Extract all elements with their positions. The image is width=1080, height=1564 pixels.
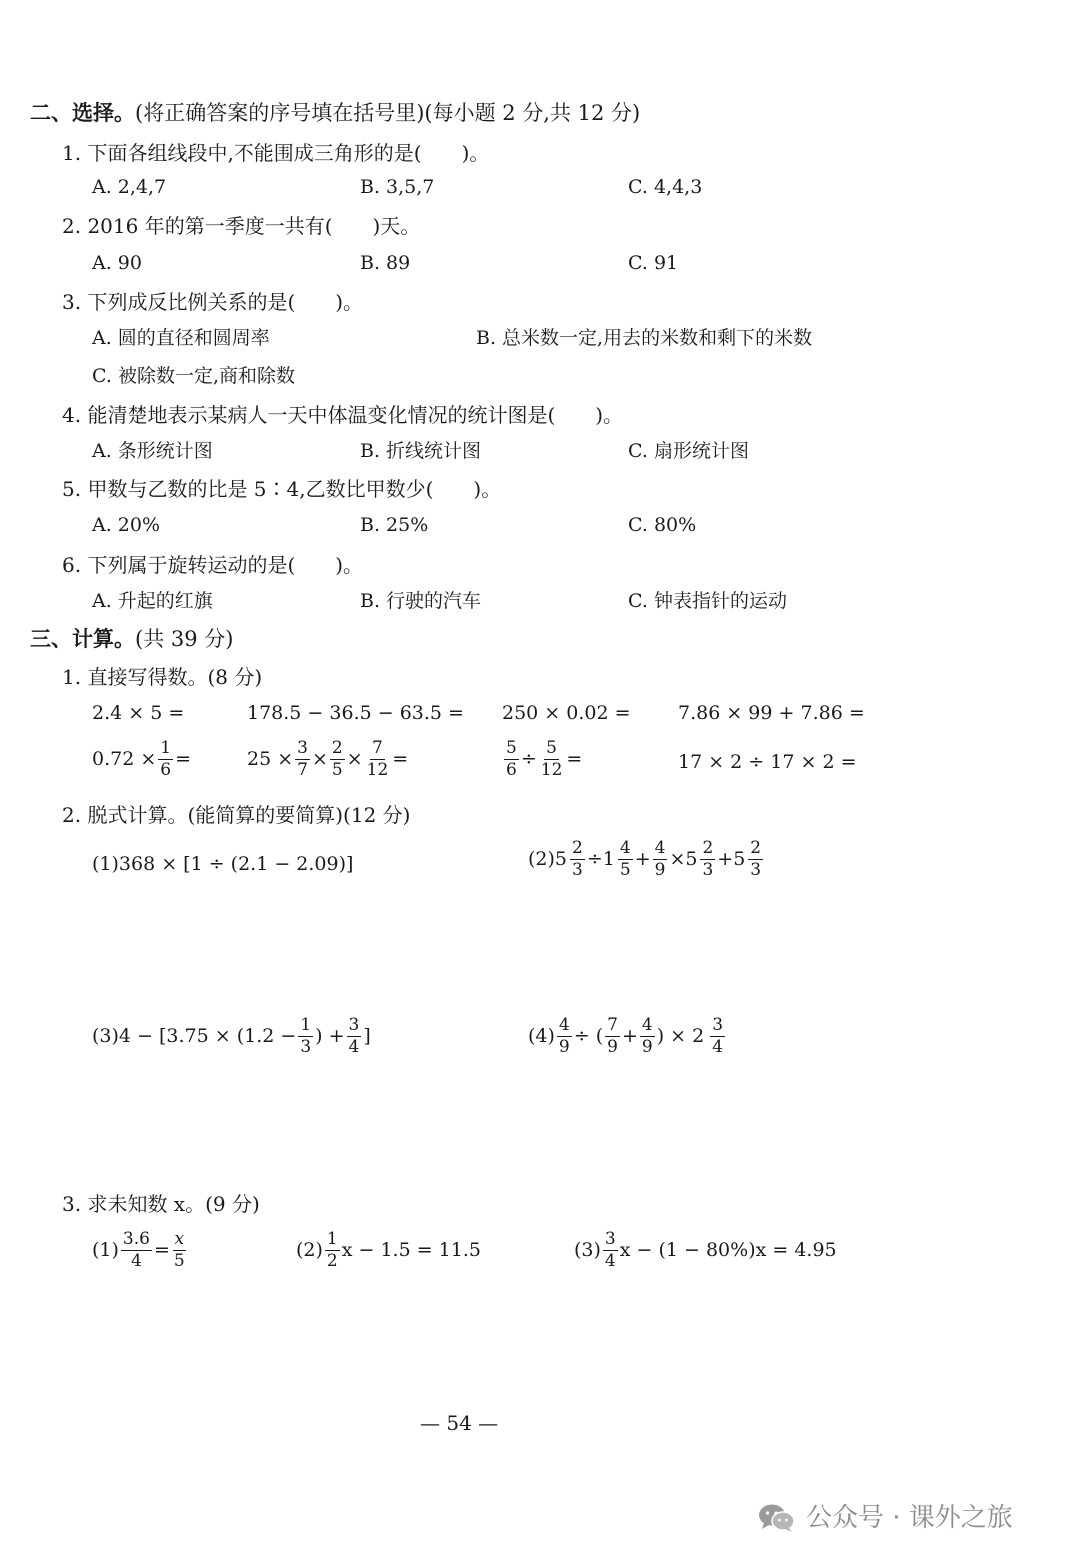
question-3-stem: 3. 下列成反比例关系的是( )。 [62,290,364,314]
denominator: 3 [300,1037,312,1057]
expr-text: 25 × [247,748,294,770]
fraction [605,1017,620,1056]
expr-text: x − 1.5 = 11.5 [341,1239,481,1261]
operator: × [669,848,686,870]
denominator: 6 [506,760,517,780]
equation-2 [296,1231,481,1270]
equation-1 [92,1231,189,1270]
q4-option-a: A. 条形统计图 [92,440,213,462]
step-calc-1: (1)368 × [1 ÷ (2.1 − 2.09)] [92,853,354,875]
q2-option-a: A. 90 [92,252,142,274]
expr-label: (2) [528,848,555,870]
denominator: 9 [558,1037,570,1057]
fraction [347,1017,362,1056]
expr-text: 0.72 × [92,748,157,770]
numerator: 3 [348,1015,360,1035]
denominator: 3 [750,860,762,880]
q6-option-c: C. 钟表指针的运动 [628,590,787,612]
numerator: 7 [372,738,383,758]
q5-option-c: C. 80% [628,514,697,536]
q1-option-b: B. 3,5,7 [360,176,435,198]
expr-text: ) + [315,1025,345,1047]
section3-heading [30,629,233,650]
denominator: 5 [173,1251,185,1271]
operator: + [621,1025,638,1047]
step-calc-4 [528,1017,727,1056]
expr-text: = [566,748,583,770]
equation-3 [574,1231,837,1270]
watermark-text: 公众号 · 课外之旅 [806,1503,1013,1533]
expr-text: = [175,748,192,770]
numerator: 3 [297,738,308,758]
step-calc-3 [92,1017,371,1056]
q2-option-c: C. 91 [628,252,679,274]
calc-2-2 [247,740,408,779]
fraction [158,740,173,779]
fraction [653,840,668,879]
whole: 5 [733,848,746,870]
q3-option-b: B. 总米数一定,用去的米数和剩下的米数 [476,327,813,349]
section3-points: (共 39 分) [135,627,234,651]
operator: × [346,748,363,770]
question-4-stem: 4. 能清楚地表示某病人一天中体温变化情况的统计图是( )。 [62,403,624,427]
denominator: 12 [540,760,563,780]
denominator: 4 [348,1037,360,1057]
question-5-stem: 5. 甲数与乙数的比是 5∶4,乙数比甲数少( )。 [62,477,502,501]
section2-heading [30,103,640,124]
fraction [365,740,391,779]
calc-2-4: 17 × 2 ÷ 17 × 2 = [678,751,857,773]
section3-title: 三、计算。 [30,627,135,651]
fraction [603,1231,618,1270]
numerator: 1 [300,1015,312,1035]
fraction [700,840,715,879]
denominator: 12 [366,760,389,780]
q4-option-c: C. 扇形统计图 [628,440,749,462]
numerator: 4 [619,838,631,858]
expr-text: = [392,748,409,770]
q3-option-c: C. 被除数一定,商和除数 [92,365,295,387]
fraction [121,1231,152,1270]
calc-2-3 [502,740,582,779]
operator: + [634,848,651,870]
operator: × [311,748,328,770]
wechat-icon [758,1503,796,1533]
question-2-stem: 2. 2016 年的第一季度一共有( )天。 [62,214,421,238]
watermark [758,1503,1013,1533]
operator: ÷ [520,748,537,770]
numerator: 2 [702,838,714,858]
whole: 1 [602,848,615,870]
expr-text: (3)4 − [3.75 × (1.2 − [92,1025,297,1047]
fraction [298,1017,313,1056]
numerator: 7 [607,1015,618,1035]
fraction [618,840,633,879]
calc-1-1: 2.4 × 5 = [92,702,185,724]
numerator: 4 [558,1015,570,1035]
whole: 5 [554,848,568,870]
denominator: 4 [604,1251,616,1271]
numerator: x [174,1229,185,1249]
calc-2-1 [92,740,191,779]
numerator: 2 [572,838,583,858]
operator: = [153,1239,170,1261]
q6-option-a: A. 升起的红旗 [92,590,213,612]
denominator: 9 [607,1037,618,1057]
numerator: 2 [331,738,343,758]
section2-instruction: (将正确答案的序号填在括号里)(每小题 2 分,共 12 分) [135,101,641,125]
fraction [557,1017,572,1056]
numerator: 5 [506,738,517,758]
expr-text: ] [363,1025,371,1047]
fraction [570,840,585,879]
q2-option-b: B. 89 [360,252,411,274]
numerator: 1 [160,738,172,758]
calc-1-2: 178.5 − 36.5 − 63.5 = [247,702,464,724]
denominator: 4 [712,1037,724,1057]
page-number: — 54 — [420,1411,499,1435]
calc-1-4: 7.86 × 99 + 7.86 = [678,702,865,724]
expr-text: ÷ ( [573,1025,604,1047]
part1-title: 1. 直接写得数。(8 分) [62,665,263,689]
fraction [640,1017,655,1056]
expr-label: (1) [92,1239,119,1261]
numerator: 3.6 [122,1229,150,1249]
q5-option-b: B. 25% [360,514,429,536]
fraction [295,740,310,779]
expr-label: (4) [528,1025,555,1047]
denominator: 6 [160,760,172,780]
denominator: 2 [326,1251,338,1271]
denominator: 5 [619,860,631,880]
q1-option-c: C. 4,4,3 [628,176,703,198]
fraction [539,740,565,779]
step-calc-2 [528,840,765,879]
q5-option-a: A. 20% [92,514,161,536]
operator: + [717,848,734,870]
q3-option-a: A. 圆的直径和圆周率 [92,327,270,349]
fraction [710,1017,725,1056]
part3-title: 3. 求未知数 x。(9 分) [62,1192,260,1216]
whole: 5 [685,848,698,870]
expr-text: ) × 2 [656,1025,705,1047]
numerator: 4 [654,838,666,858]
fraction [504,740,519,779]
q6-option-b: B. 行驶的汽车 [360,590,482,612]
expr-text: x − (1 − 80%)x = 4.95 [619,1239,837,1261]
fraction [172,1231,187,1270]
denominator: 9 [641,1037,653,1057]
question-6-stem: 6. 下列属于旋转运动的是( )。 [62,553,364,577]
expr-label: (3) [574,1239,601,1261]
fraction [325,1231,340,1270]
operator: ÷ [586,848,603,870]
calc-1-3: 250 × 0.02 = [502,702,631,724]
numerator: 1 [326,1229,338,1249]
numerator: 2 [750,838,762,858]
numerator: 3 [604,1229,616,1249]
denominator: 7 [297,760,308,780]
denominator: 9 [654,860,666,880]
denominator: 3 [572,860,583,880]
question-1-stem: 1. 下面各组线段中,不能围成三角形的是( )。 [62,141,490,165]
numerator: 5 [546,738,557,758]
q4-option-b: B. 折线统计图 [360,440,482,462]
q1-option-a: A. 2,4,7 [92,176,167,198]
fraction [330,740,345,779]
denominator: 3 [702,860,714,880]
expr-label: (2) [296,1239,323,1261]
denominator: 4 [131,1251,142,1271]
section2-title: 二、选择。 [30,101,135,125]
numerator: 4 [641,1015,653,1035]
part2-title: 2. 脱式计算。(能简算的要简算)(12 分) [62,803,411,827]
fraction [748,840,763,879]
numerator: 3 [712,1015,724,1035]
denominator: 5 [331,760,343,780]
